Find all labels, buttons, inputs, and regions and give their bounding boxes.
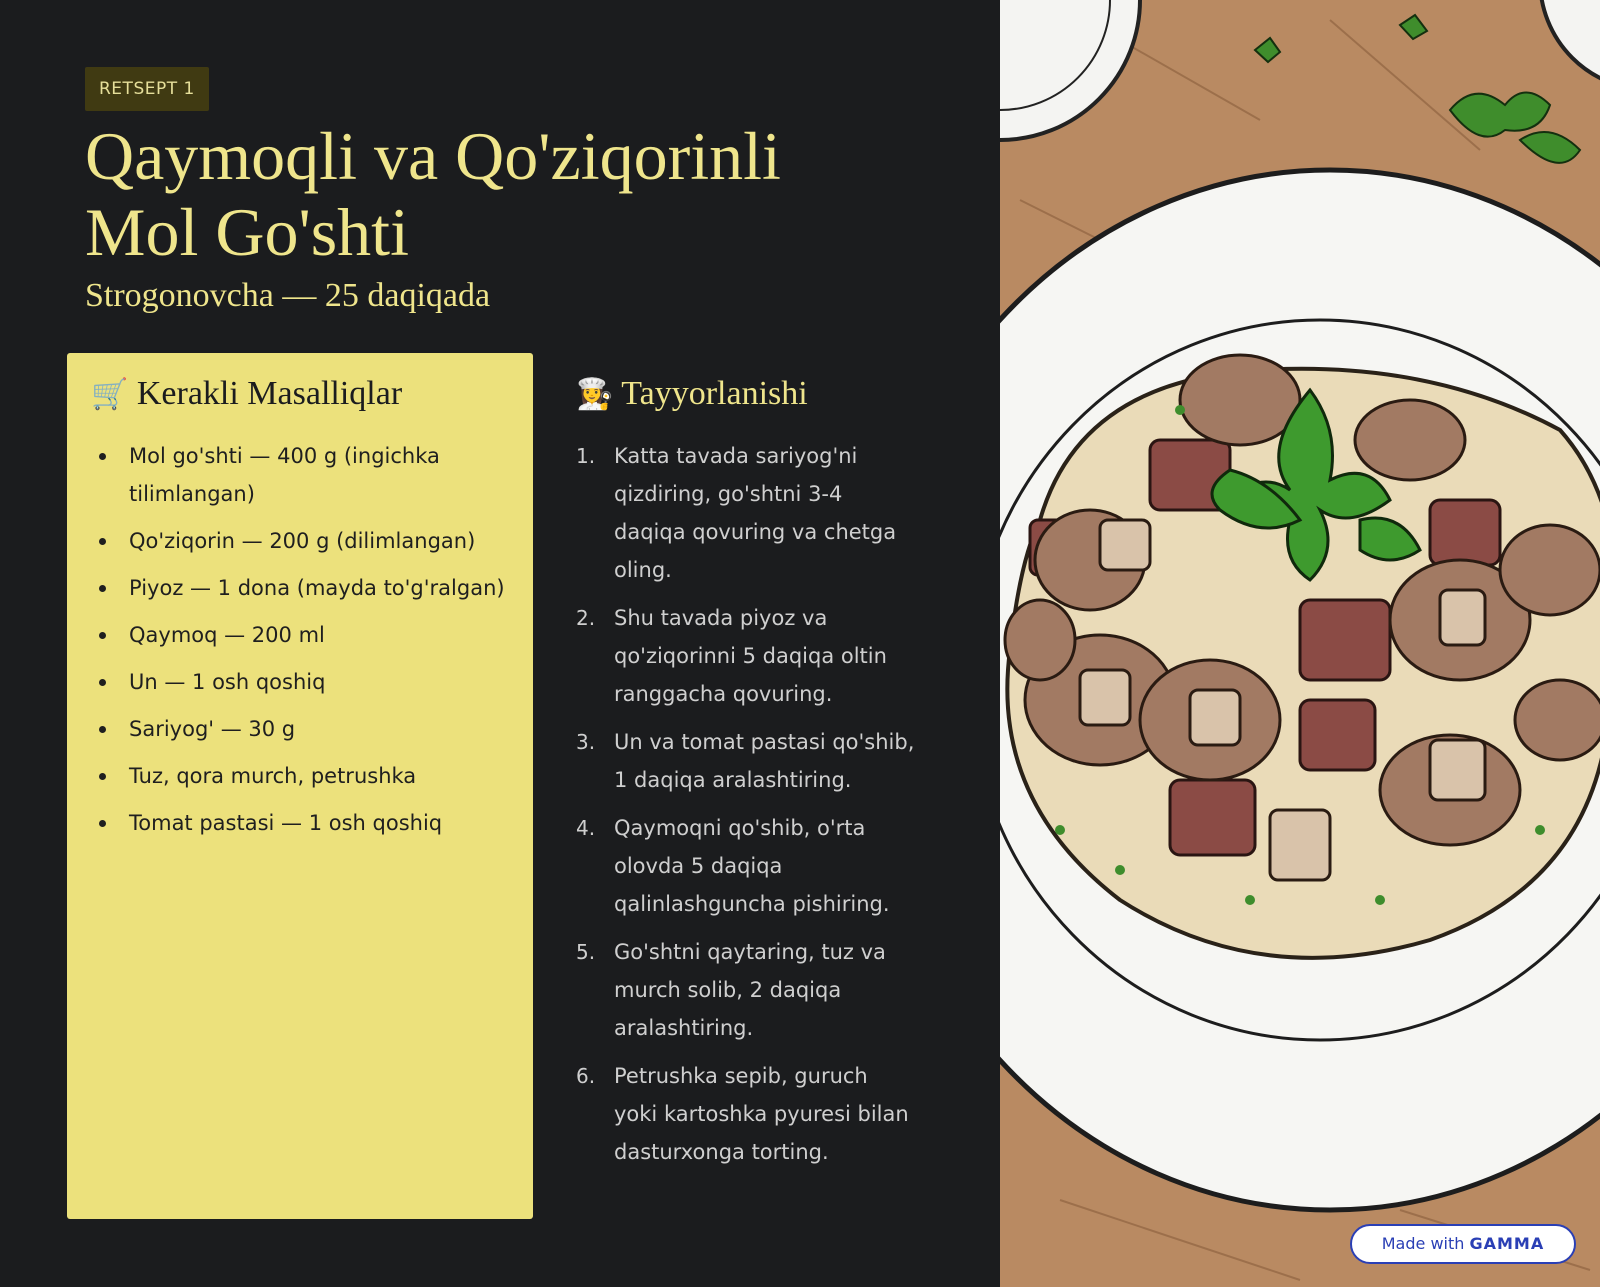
bullet-icon	[99, 773, 106, 780]
step-number: 5.	[576, 940, 596, 964]
step-number: 3.	[576, 730, 596, 754]
recipe-badge: RETSEPT 1	[85, 67, 209, 111]
step-number: 6.	[576, 1064, 596, 1088]
bullet-icon	[99, 820, 106, 827]
step-text: Un va tomat pastasi qo'shib, 1 daqiqa aralashtiring.	[614, 730, 915, 792]
ingredient-text: Mol go'shti — 400 g (ingichka tilimlangan)	[129, 444, 440, 506]
step-item	[576, 809, 916, 923]
ingredient-text: Piyoz — 1 dona (mayda to'g'ralgan)	[129, 576, 505, 600]
step-number: 1.	[576, 444, 596, 468]
ingredients-heading	[91, 369, 402, 420]
ingredient-text: Qo'ziqorin — 200 g (dilimlangan)	[129, 529, 476, 553]
list-item	[129, 569, 509, 607]
bullet-icon	[99, 632, 106, 639]
step-item	[576, 933, 916, 1047]
step-text: Shu tavada piyoz va qo'ziqorinni 5 daqiqa oltin ranggacha qovuring.	[614, 606, 887, 706]
list-item	[129, 437, 509, 513]
recipe-title	[85, 118, 945, 270]
made-with-gamma-badge[interactable]	[1350, 1224, 1576, 1264]
chef-icon: 👩‍🍳	[576, 378, 614, 411]
step-text: Go'shtni qaytaring, tuz va murch solib, 2 daqiqa aralashtiring.	[614, 940, 886, 1040]
made-with-label: Made with	[1381, 1234, 1465, 1253]
step-text: Katta tavada sariyog'ni qizdiring, go'shtni 3-4 daqiqa qovuring va chetga oling.	[614, 444, 897, 582]
step-item	[576, 599, 916, 713]
ingredients-list	[67, 437, 509, 851]
list-item	[129, 616, 509, 654]
cart-icon: 🛒	[91, 378, 129, 411]
list-item	[129, 522, 509, 560]
list-item	[129, 757, 509, 795]
steps-heading-text: Tayyorlanishi	[621, 375, 808, 412]
bullet-icon	[99, 453, 106, 460]
list-item	[129, 804, 509, 842]
step-item	[576, 723, 916, 799]
steps-list	[576, 437, 916, 1181]
bullet-icon	[99, 679, 106, 686]
title-line-1: Qaymoqli va Qo'ziqorinli	[85, 118, 781, 194]
step-item	[576, 437, 916, 589]
ingredient-text: Qaymoq — 200 ml	[129, 623, 325, 647]
list-item	[129, 663, 509, 701]
ingredients-heading-text: Kerakli Masalliqlar	[136, 375, 403, 412]
recipe-subtitle: Strogonovcha — 25 daqiqada	[85, 277, 491, 314]
ingredient-text: Sariyog' — 30 g	[129, 717, 296, 741]
bullet-icon	[99, 726, 106, 733]
ingredients-card	[67, 353, 533, 1219]
dish-illustration	[1000, 0, 1600, 1287]
bullet-icon	[99, 585, 106, 592]
gamma-logo: GAMMA	[1469, 1234, 1545, 1253]
step-number: 4.	[576, 816, 596, 840]
title-line-2: Mol Go'shti	[85, 194, 409, 270]
step-text: Qaymoqni qo'shib, o'rta olovda 5 daqiqa qalinlashguncha pishiring.	[614, 816, 890, 916]
step-item	[576, 1057, 916, 1171]
step-number: 2.	[576, 606, 596, 630]
ingredient-text: Un — 1 osh qoshiq	[129, 670, 326, 694]
steps-heading	[576, 369, 808, 420]
step-text: Petrushka sepib, guruch yoki kartoshka pyuresi bilan dasturxonga torting.	[614, 1064, 909, 1164]
bullet-icon	[99, 538, 106, 545]
list-item	[129, 710, 509, 748]
ingredient-text: Tuz, qora murch, petrushka	[129, 764, 417, 788]
ingredient-text: Tomat pastasi — 1 osh qoshiq	[129, 811, 443, 835]
